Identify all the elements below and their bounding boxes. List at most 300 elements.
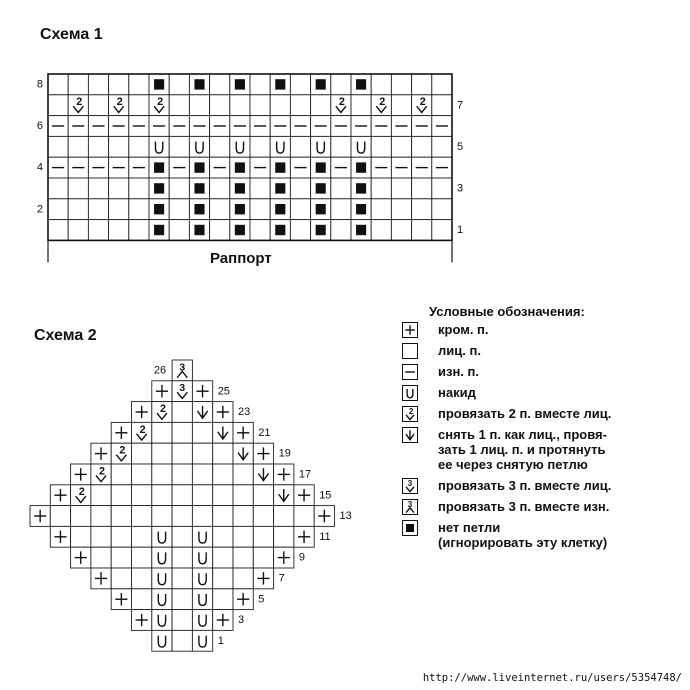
scheme2-cell — [213, 526, 233, 547]
scheme1-cell — [169, 116, 189, 137]
scheme1-cell — [189, 136, 209, 157]
scheme1-cell — [109, 116, 129, 137]
scheme1-cell — [391, 220, 411, 241]
scheme2-cell — [192, 485, 212, 506]
scheme1-cell — [129, 199, 149, 220]
scheme2-cell — [172, 360, 192, 381]
scheme1-cell — [230, 116, 250, 137]
scheme1-cell — [230, 199, 250, 220]
scheme1-cell — [149, 220, 169, 241]
scheme2-cell — [172, 422, 192, 443]
scheme2-cell — [172, 464, 192, 485]
scheme1-cell — [68, 157, 88, 178]
scheme1-cell — [432, 199, 452, 220]
scheme2-cell — [192, 381, 212, 402]
scheme2-cell — [71, 464, 91, 485]
scheme1-cell — [169, 95, 189, 116]
scheme2-cell — [192, 630, 212, 651]
scheme1-cell — [129, 157, 149, 178]
knit-symbol-icon — [402, 343, 418, 359]
scheme1-cell — [311, 178, 331, 199]
scheme2-cell — [213, 610, 233, 631]
scheme1-cell — [311, 74, 331, 95]
scheme1-cell — [68, 136, 88, 157]
svg-text:2: 2 — [76, 96, 83, 109]
scheme2-cell — [91, 443, 111, 464]
scheme2-cell — [192, 506, 212, 527]
scheme1-cell — [311, 116, 331, 137]
scheme1-cell — [250, 157, 270, 178]
scheme2-cell — [152, 526, 172, 547]
scheme2-cell — [233, 568, 253, 589]
scheme2-cell — [111, 547, 131, 568]
scheme2-cell — [253, 547, 273, 568]
legend-item-label: зать 1 лиц. п. и протянуть — [438, 442, 606, 457]
scheme1-cell — [371, 199, 391, 220]
scheme2-right-row-number: 15 — [319, 489, 332, 502]
scheme1-cell — [351, 95, 371, 116]
scheme1-cell — [371, 74, 391, 95]
scheme1-cell — [169, 157, 189, 178]
scheme1-cell — [169, 178, 189, 199]
scheme2-cell — [213, 506, 233, 527]
svg-text:3: 3 — [179, 362, 186, 374]
scheme2-cell — [152, 422, 172, 443]
scheme2-cell — [274, 485, 294, 506]
purl-symbol-icon — [402, 364, 418, 380]
scheme1-cell — [371, 136, 391, 157]
scheme2-cell — [152, 610, 172, 631]
scheme2-left-row-number: 26 — [153, 364, 167, 377]
legend-item-label: накид — [438, 385, 476, 400]
scheme2-cell — [111, 589, 131, 610]
scheme1-cell — [109, 95, 129, 116]
scheme1-cell — [351, 220, 371, 241]
scheme1-cell — [189, 95, 209, 116]
legend-item-label: снять 1 п. как лиц., провя- — [438, 427, 607, 442]
scheme1-cell — [391, 116, 411, 137]
scheme1-cell — [230, 136, 250, 157]
scheme1-cell — [109, 136, 129, 157]
scheme2-cell — [274, 506, 294, 527]
svg-text:2: 2 — [116, 96, 123, 109]
scheme1-cell — [412, 74, 432, 95]
scheme1-left-row-number: 2 — [36, 203, 43, 216]
scheme2-cell — [91, 464, 111, 485]
scheme1-cell — [331, 199, 351, 220]
scheme1-left-row-number: 8 — [36, 78, 43, 91]
scheme1-cell — [371, 157, 391, 178]
scheme1-cell — [230, 220, 250, 241]
scheme2-cell — [314, 506, 334, 527]
scheme2-cell — [172, 443, 192, 464]
scheme1-cell — [371, 178, 391, 199]
scheme1-cell — [331, 95, 351, 116]
scheme1-cell — [189, 199, 209, 220]
scheme1-cell — [68, 220, 88, 241]
scheme1-cell — [88, 178, 108, 199]
scheme1-cell — [290, 157, 310, 178]
scheme1-cell — [412, 136, 432, 157]
scheme1-cell — [88, 220, 108, 241]
scheme1-cell — [129, 178, 149, 199]
scheme2-cell — [132, 402, 152, 423]
scheme2-cell — [172, 506, 192, 527]
scheme1-cell — [270, 157, 290, 178]
scheme1-cell — [311, 136, 331, 157]
scheme1-cell — [311, 199, 331, 220]
scheme1-right-row-number: 7 — [457, 99, 464, 112]
scheme1-cell — [351, 74, 371, 95]
scheme2-cell — [274, 464, 294, 485]
scheme2-cell — [111, 506, 131, 527]
scheme2-cell — [253, 464, 273, 485]
scheme1-right-row-number: 5 — [457, 140, 464, 153]
scheme2-cell — [192, 402, 212, 423]
scheme1-cell — [351, 178, 371, 199]
scheme2-cell — [152, 506, 172, 527]
scheme2-right-row-number: 17 — [298, 468, 312, 481]
scheme2-cell — [192, 610, 212, 631]
scheme1-cell — [48, 220, 68, 241]
svg-text:2: 2 — [119, 444, 126, 457]
scheme2-cell — [213, 547, 233, 568]
scheme1-cell — [412, 116, 432, 137]
scheme2-cell — [294, 526, 314, 547]
source-url: http://www.liveinternet.ru/users/5354748/ — [422, 672, 682, 684]
scheme2-cell — [50, 526, 70, 547]
scheme2-right-row-number: 21 — [258, 426, 271, 439]
legend-item-label: провязать 3 п. вместе лиц. — [438, 478, 612, 493]
scheme1-cell — [109, 178, 129, 199]
scheme2-cell — [91, 547, 111, 568]
scheme1-cell — [210, 220, 230, 241]
scheme1-cell — [432, 136, 452, 157]
scheme2-cell — [172, 526, 192, 547]
scheme1-cell — [149, 74, 169, 95]
scheme1-title: Схема 1 — [40, 26, 103, 43]
legend-item-label: ее через снятую петлю — [438, 457, 588, 472]
scheme2-cell — [111, 443, 131, 464]
scheme1-cell — [129, 116, 149, 137]
legend-title: Условные обозначения: — [429, 304, 585, 319]
scheme1-cell — [48, 74, 68, 95]
scheme1-cell — [88, 136, 108, 157]
scheme1-cell — [68, 116, 88, 137]
scheme2-right-row-number: 19 — [278, 447, 291, 460]
scheme2-cell — [192, 464, 212, 485]
scheme2-cell — [152, 547, 172, 568]
scheme2-cell — [233, 547, 253, 568]
svg-text:2: 2 — [78, 486, 85, 499]
scheme2-cell — [152, 402, 172, 423]
svg-text:2: 2 — [379, 96, 386, 109]
k2tog-symbol-icon — [402, 406, 418, 422]
scheme2-cell — [152, 443, 172, 464]
scheme2-cell — [233, 464, 253, 485]
scheme1-left-row-number: 6 — [36, 120, 43, 133]
scheme1-cell — [412, 178, 432, 199]
scheme2-cell — [172, 485, 192, 506]
scheme1-cell — [412, 199, 432, 220]
scheme2-cell — [253, 506, 273, 527]
scheme2-cell — [192, 443, 212, 464]
scheme1-cell — [210, 74, 230, 95]
scheme1-cell — [88, 95, 108, 116]
scheme1-cell — [189, 178, 209, 199]
scheme1-cell — [391, 136, 411, 157]
scheme2-cell — [111, 526, 131, 547]
scheme2-cell — [152, 485, 172, 506]
scheme2-cell — [152, 464, 172, 485]
scheme1-cell — [68, 74, 88, 95]
scheme1-cell — [48, 178, 68, 199]
scheme1-cell — [270, 136, 290, 157]
scheme2-cell — [50, 506, 70, 527]
scheme2-cell — [172, 568, 192, 589]
scheme1-cell — [311, 157, 331, 178]
scheme1-cell — [129, 220, 149, 241]
legend-item-label: провязать 3 п. вместе изн. — [438, 499, 610, 514]
scheme2-cell — [132, 464, 152, 485]
scheme2-cell — [152, 589, 172, 610]
scheme2-cell — [213, 589, 233, 610]
scheme2-cell — [233, 422, 253, 443]
scheme1-cell — [169, 74, 189, 95]
scheme1-cell — [432, 95, 452, 116]
scheme1-cell — [210, 136, 230, 157]
scheme1-cell — [412, 95, 432, 116]
scheme2-cell — [132, 610, 152, 631]
scheme1-grid — [30, 70, 464, 270]
edge-symbol-icon — [402, 322, 418, 338]
scheme1-cell — [88, 74, 108, 95]
scheme2-grid — [20, 352, 380, 654]
scheme2-cell — [294, 485, 314, 506]
scheme1-cell — [331, 74, 351, 95]
scheme2-cell — [192, 589, 212, 610]
scheme2-cell — [132, 443, 152, 464]
scheme1-cell — [169, 199, 189, 220]
scheme1-cell — [129, 74, 149, 95]
scheme1-cell — [149, 95, 169, 116]
scheme2-cell — [253, 485, 273, 506]
scheme2-cell — [253, 526, 273, 547]
scheme1-cell — [290, 199, 310, 220]
scheme2-right-row-number: 9 — [298, 551, 306, 564]
scheme2-cell — [132, 506, 152, 527]
scheme1-cell — [270, 74, 290, 95]
scheme1-cell — [250, 116, 270, 137]
scheme2-cell — [132, 422, 152, 443]
scheme1-cell — [270, 220, 290, 241]
scheme1-cell — [311, 95, 331, 116]
svg-text:2: 2 — [419, 96, 426, 109]
scheme1-cell — [250, 136, 270, 157]
scheme2-cell — [111, 464, 131, 485]
legend-item-label: провязать 2 п. вместе лиц. — [438, 406, 612, 421]
scheme2-cell — [91, 485, 111, 506]
scheme2-right-row-number: 25 — [217, 385, 230, 398]
scheme1-cell — [169, 220, 189, 241]
scheme1-cell — [290, 95, 310, 116]
scheme1-cell — [371, 116, 391, 137]
scheme2-cell — [192, 422, 212, 443]
scheme2-cell — [192, 547, 212, 568]
scheme1-cell — [270, 95, 290, 116]
scheme2-cell — [233, 506, 253, 527]
scheme1-cell — [351, 116, 371, 137]
scheme1-cell — [331, 116, 351, 137]
scheme2-cell — [213, 464, 233, 485]
scheme1-cell — [331, 220, 351, 241]
scheme1-cell — [391, 74, 411, 95]
scheme1-cell — [48, 157, 68, 178]
scheme1-cell — [189, 157, 209, 178]
scheme2-right-row-number: 1 — [217, 634, 224, 647]
scheme2-cell — [233, 485, 253, 506]
scheme1-cell — [149, 199, 169, 220]
legend-item-label: изн. п. — [438, 364, 479, 379]
scheme2-cell — [192, 568, 212, 589]
scheme1-cell — [432, 220, 452, 241]
scheme2-cell — [71, 547, 91, 568]
scheme2-cell — [91, 568, 111, 589]
scheme1-cell — [48, 116, 68, 137]
scheme2-cell — [132, 568, 152, 589]
scheme1-cell — [270, 178, 290, 199]
scheme2-cell — [132, 485, 152, 506]
scheme1-cell — [250, 220, 270, 241]
scheme1-cell — [432, 178, 452, 199]
scheme1-cell — [371, 95, 391, 116]
scheme2-cell — [172, 610, 192, 631]
scheme1-cell — [210, 199, 230, 220]
nostitch-symbol-icon — [402, 520, 418, 536]
scheme1-cell — [230, 157, 250, 178]
scheme1-cell — [270, 116, 290, 137]
scheme1-cell — [391, 157, 411, 178]
p3tog-symbol-icon — [402, 499, 418, 515]
scheme2-cell — [233, 526, 253, 547]
svg-text:3: 3 — [407, 479, 413, 488]
scheme1-cell — [432, 116, 452, 137]
scheme1-cell — [109, 220, 129, 241]
scheme1-right-row-number: 3 — [457, 182, 464, 195]
scheme1-right-row-number: 1 — [457, 224, 464, 237]
scheme1-cell — [250, 95, 270, 116]
scheme2-right-row-number: 5 — [258, 593, 265, 606]
scheme1-cell — [290, 220, 310, 241]
scheme2-cell — [253, 568, 273, 589]
scheme1-cell — [412, 157, 432, 178]
scheme1-cell — [351, 136, 371, 157]
scheme2-cell — [152, 381, 172, 402]
scheme2-cell — [30, 506, 50, 527]
scheme1-cell — [270, 199, 290, 220]
scheme1-cell — [210, 157, 230, 178]
scheme2-cell — [274, 547, 294, 568]
scheme2-cell — [213, 443, 233, 464]
scheme2-cell — [233, 589, 253, 610]
scheme1-cell — [189, 116, 209, 137]
scheme1-cell — [230, 178, 250, 199]
scheme2-cell — [213, 485, 233, 506]
scheme1-cell — [68, 95, 88, 116]
scheme2-cell — [91, 506, 111, 527]
scheme1-cell — [48, 136, 68, 157]
scheme1-cell — [149, 157, 169, 178]
svg-text:3: 3 — [407, 500, 413, 509]
scheme1-cell — [109, 157, 129, 178]
skp-symbol-icon — [402, 427, 418, 443]
scheme1-cell — [391, 178, 411, 199]
scheme1-cell — [48, 199, 68, 220]
scheme1-cell — [109, 199, 129, 220]
scheme1-cell — [351, 199, 371, 220]
scheme2-cell — [172, 630, 192, 651]
yo-symbol-icon — [402, 385, 418, 401]
scheme1-cell — [189, 220, 209, 241]
scheme1-cell — [432, 157, 452, 178]
legend — [402, 322, 687, 552]
scheme2-cell — [50, 485, 70, 506]
scheme1-cell — [149, 136, 169, 157]
scheme2-cell — [71, 506, 91, 527]
scheme1-cell — [230, 95, 250, 116]
scheme1-cell — [169, 136, 189, 157]
scheme2-cell — [192, 526, 212, 547]
scheme2-title: Схема 2 — [34, 327, 97, 344]
scheme2-cell — [274, 526, 294, 547]
scheme1-rapport-label: Раппорт — [210, 250, 272, 267]
scheme1-cell — [290, 178, 310, 199]
svg-text:2: 2 — [157, 96, 164, 109]
legend-item-label: лиц. п. — [438, 343, 481, 358]
legend-item-label: (игнорировать эту клетку) — [438, 535, 608, 550]
scheme2-right-row-number: 3 — [238, 614, 245, 627]
scheme1-cell — [88, 157, 108, 178]
scheme1-cell — [331, 178, 351, 199]
scheme1-cell — [391, 95, 411, 116]
scheme1-cell — [331, 157, 351, 178]
scheme2-cell — [152, 630, 172, 651]
scheme1-cell — [109, 74, 129, 95]
scheme1-cell — [68, 178, 88, 199]
scheme1-left-row-number: 4 — [36, 161, 43, 174]
scheme1-cell — [68, 199, 88, 220]
scheme2-cell — [71, 526, 91, 547]
scheme1-cell — [331, 136, 351, 157]
scheme2-right-row-number: 13 — [339, 510, 352, 523]
scheme1-cell — [210, 116, 230, 137]
scheme2-cell — [111, 485, 131, 506]
svg-text:2: 2 — [159, 403, 166, 415]
legend-item-label: кром. п. — [438, 322, 489, 337]
scheme2-cell — [91, 526, 111, 547]
scheme1-cell — [432, 74, 452, 95]
scheme1-cell — [129, 136, 149, 157]
scheme2-cell — [172, 402, 192, 423]
scheme2-cell — [172, 547, 192, 568]
scheme2-right-row-number: 7 — [278, 572, 285, 585]
scheme2-right-row-number: 23 — [238, 406, 251, 419]
svg-text:3: 3 — [179, 383, 186, 395]
svg-text:2: 2 — [99, 465, 106, 478]
scheme2-cell — [111, 422, 131, 443]
scheme1-cell — [250, 199, 270, 220]
scheme1-cells — [48, 74, 452, 240]
